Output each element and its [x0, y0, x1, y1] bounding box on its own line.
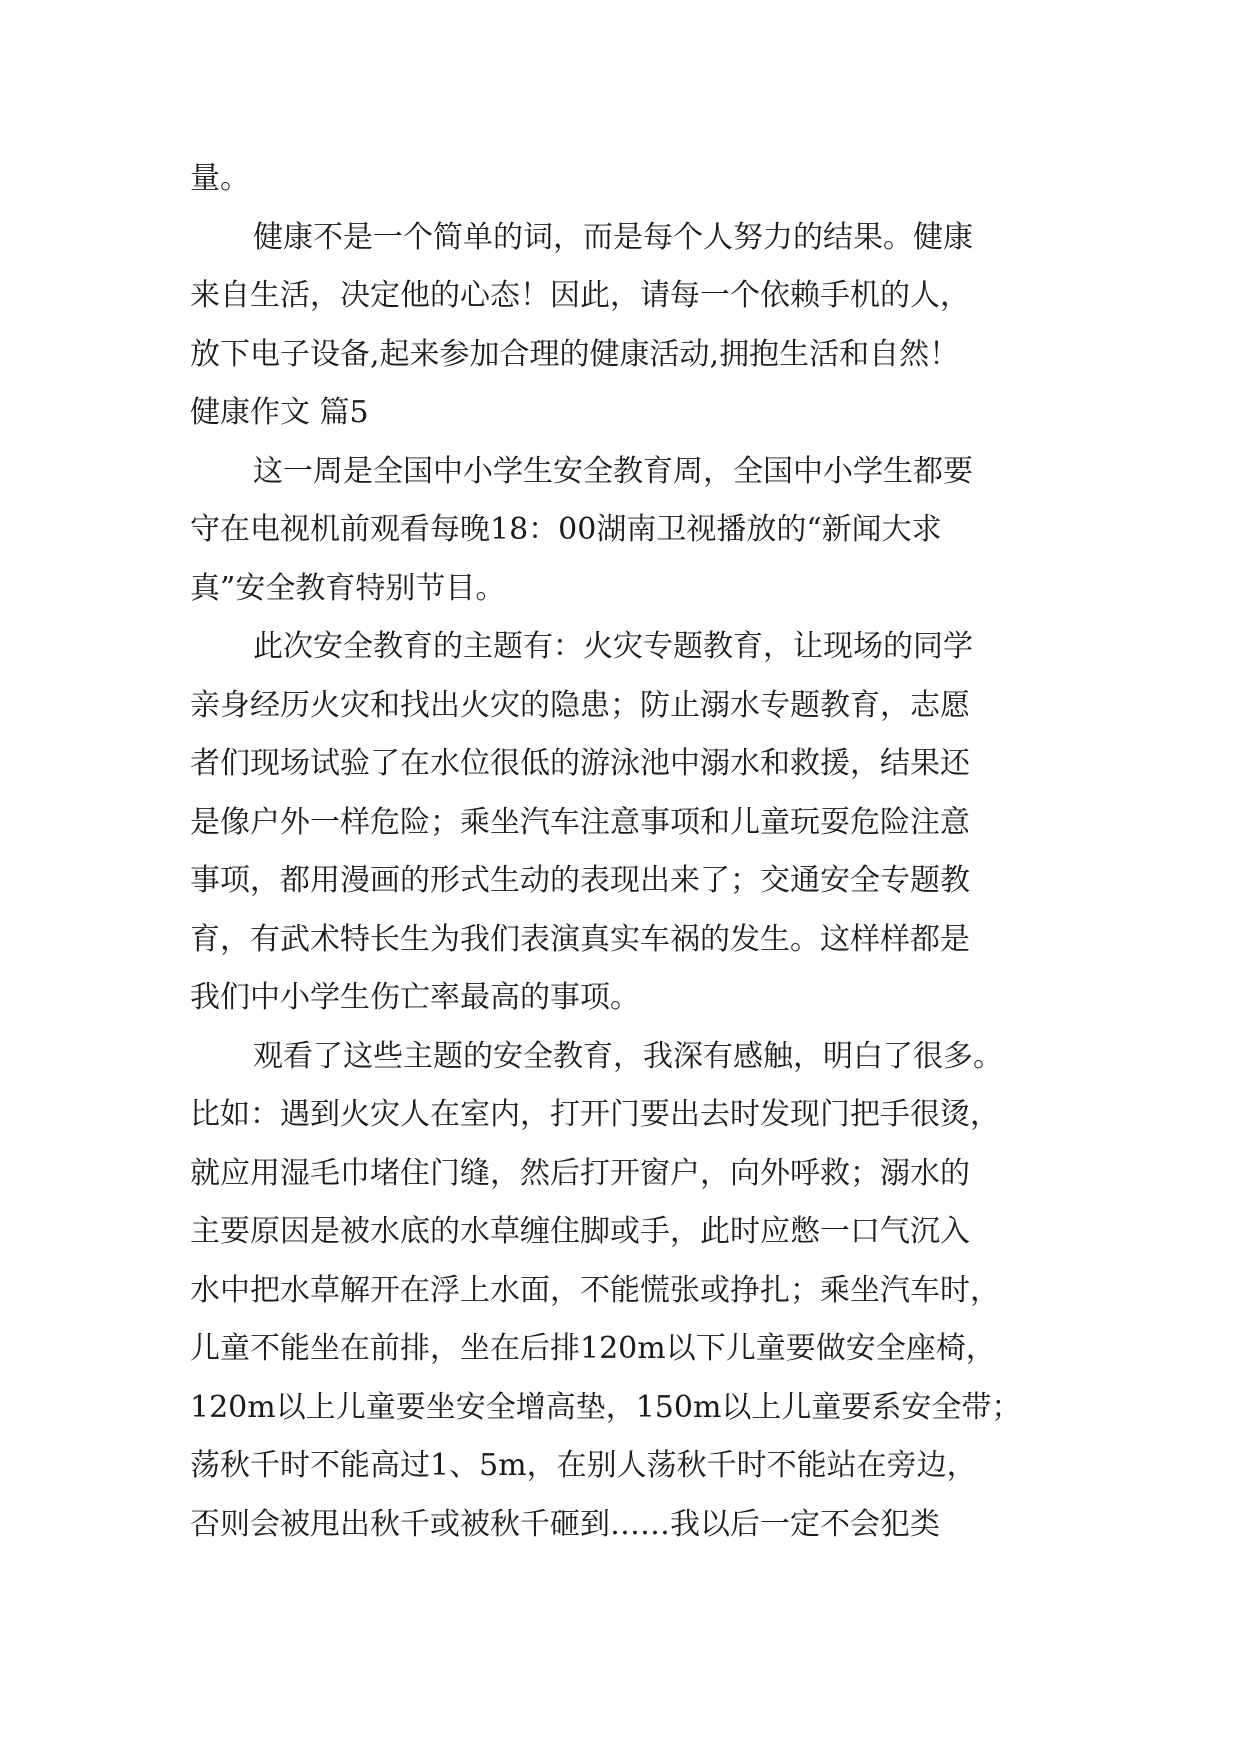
text-line: 是像户外一样危险；乘坐汽车注意事项和儿童玩耍危险注意 [190, 804, 970, 840]
text-line: 儿童不能坐在前排，坐在后排120m以下儿童要做安全座椅， [190, 1331, 996, 1366]
text-line: 者们现场试验了在水位很低的游泳池中溺水和救援，结果还 [190, 746, 970, 781]
paragraph-start-line: 观看了这些主题的安全教育，我深有感触，明白了很多。 [253, 1038, 1003, 1074]
text-line: 来自生活，决定他的心态！因此，请每一个依赖手机的人， [190, 278, 970, 313]
paragraph-start-line: 健康不是一个简单的词，而是每个人努力的结果。健康 [253, 219, 973, 255]
section-heading: 健康作文 篇5 [190, 395, 369, 430]
text-line: 主要原因是被水底的水草缠住脚或手，此时应憋一口气沉入 [190, 1214, 970, 1249]
text-line: 事项，都用漫画的形式生动的表现出来了；交通安全专题教 [190, 863, 970, 898]
paragraph-start-line: 这一周是全国中小学生安全教育周，全国中小学生都要 [253, 453, 973, 489]
text-line: 比如：遇到火灾人在室内，打开门要出去时发现门把手很烫， [190, 1097, 1000, 1132]
text-line: 亲身经历火灾和找出火灾的隐患；防止溺水专题教育，志愿 [190, 687, 970, 723]
text-line: 120m以上儿童要坐安全增高垫，150m以上儿童要系安全带； [190, 1389, 1022, 1425]
text-line: 育，有武术特长生为我们表演真实车祸的发生。这样样都是 [190, 921, 970, 957]
text-line: 就应用湿毛巾堵住门缝，然后打开窗户，向外呼救；溺水的 [190, 1155, 970, 1191]
document-page [190, 150, 1070, 1554]
paragraph-start-line: 此次安全教育的主题有：火灾专题教育，让现场的同学 [253, 629, 973, 664]
text-line: 荡秋千时不能高过1、5m，在别人荡秋千时不能站在旁边， [190, 1448, 977, 1483]
text-line: 放下电子设备,起来参加合理的健康活动,拥抱生活和自然！ [190, 336, 960, 372]
text-line: 否则会被甩出秋千或被秋千砸到……我以后一定不会犯类 [190, 1506, 940, 1542]
text-line: 量。 [190, 161, 250, 196]
text-line: 真”安全教育特别节目。 [190, 570, 506, 606]
text-line: 我们中小学生伤亡率最高的事项。 [190, 980, 640, 1015]
text-line: 水中把水草解开在浮上水面，不能慌张或挣扎；乘坐汽车时， [190, 1272, 1000, 1308]
text-line: 守在电视机前观看每晚18：00湖南卫视播放的“新闻大求 [190, 512, 942, 547]
